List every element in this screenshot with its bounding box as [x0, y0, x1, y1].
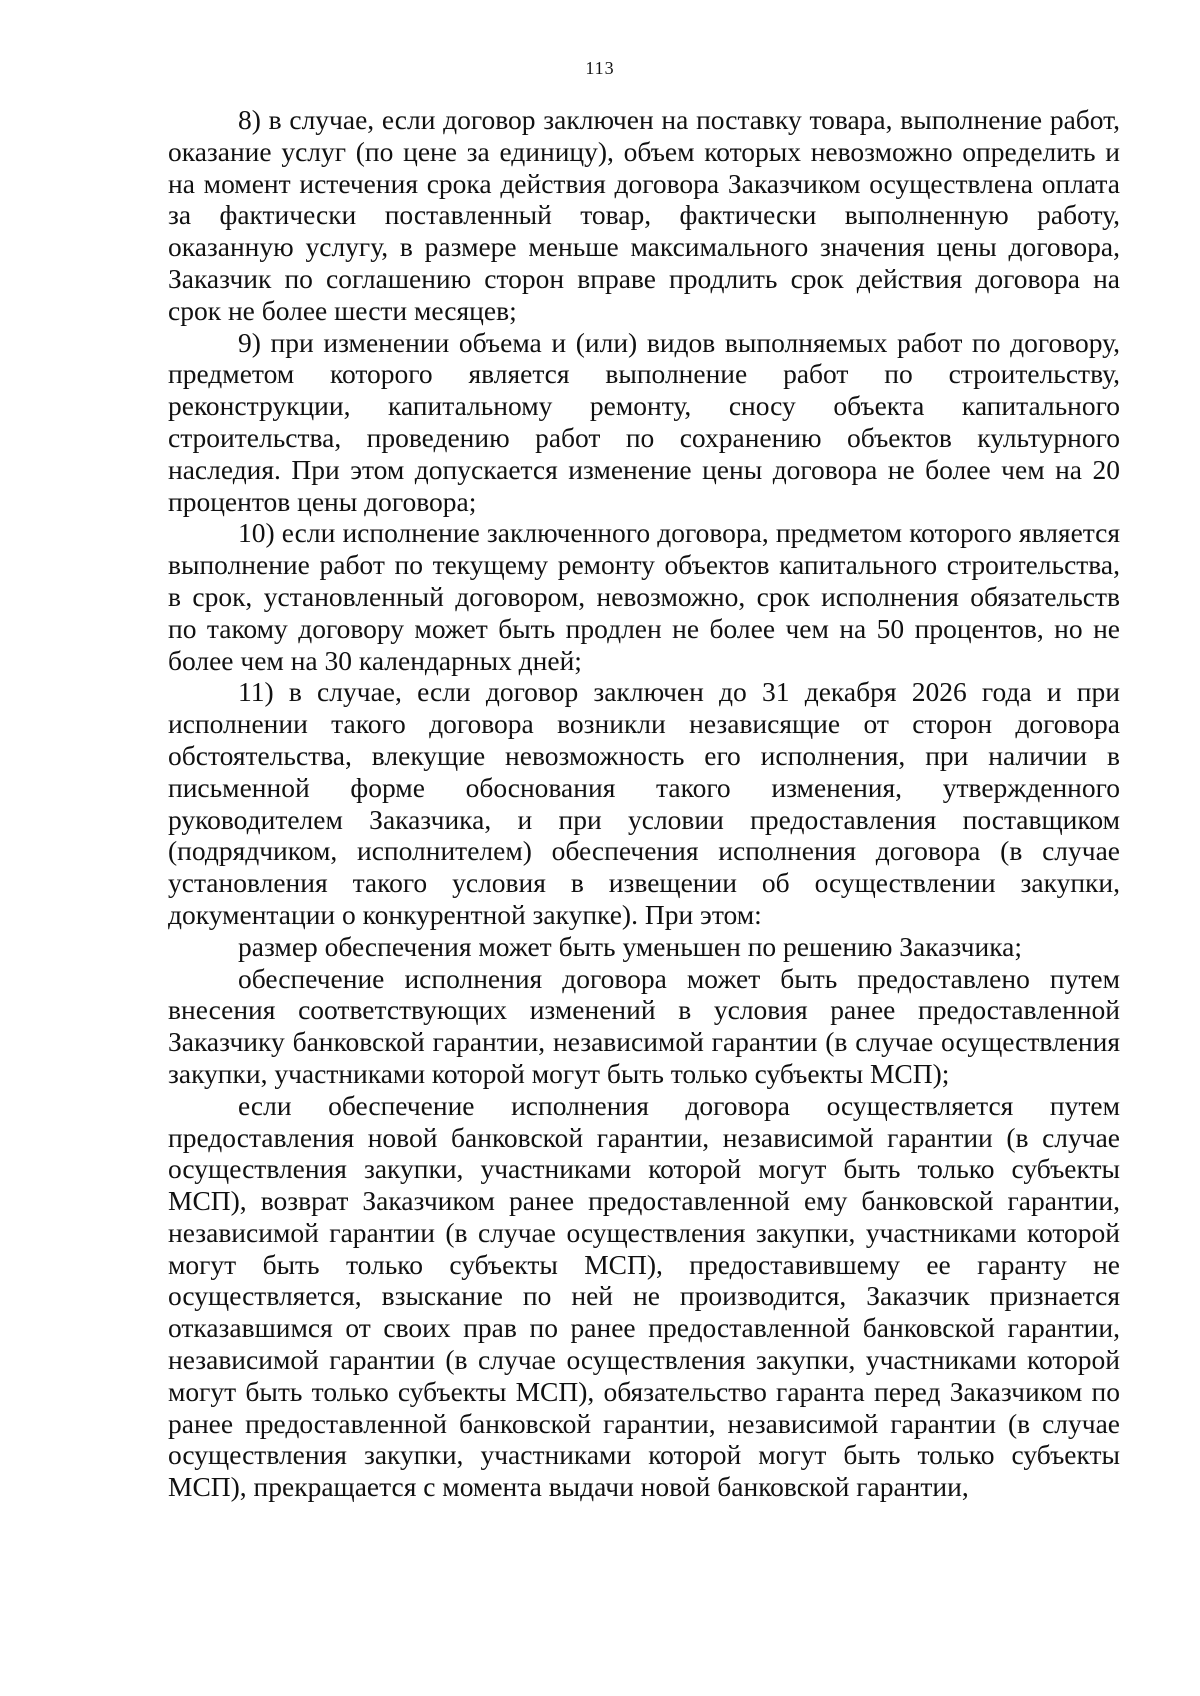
- paragraph-new-guarantee: если обеспечение исполнения договора осуществляется путем предоставления новой банковской гарантии, независимой гарантии (в случае осуществления закупки, участниками которой могут быть только субъекты МСП), возврат Заказчиком ранее предоставленной ему банковской гарантии, независимой гарантии (в случае осуществления закупки, участниками которой могут быть только субъекты МСП), предоставившему ее гаранту не осуществляется, взыскание по ней не производится, Заказчик признается отказавшимся от своих прав по ранее предоставленной банковской гарантии, независимой гарантии (в случае осуществления закупки, участниками которой могут быть только субъекты МСП), обязательство гаранта перед Заказчиком по ранее предоставленной банковской гарантии, независимой гарантии (в случае осуществления закупки, участниками которой могут быть только субъекты МСП), прекращается с момента выдачи новой банковской гарантии,: [168, 1089, 1120, 1503]
- paragraph-item-9: 9) при изменении объема и (или) видов выполняемых работ по договору, предметом которого является выполнение работ по строительству, реконструкции, капитальному ремонту, сносу объекта капитального строительства, проведению работ по сохранению объектов культурного наследия. При этом допускается изменение цены договора не более чем на 20 процентов цены договора;: [168, 326, 1120, 517]
- document-body: [168, 104, 1120, 1503]
- paragraph-security-amendment: обеспечение исполнения договора может быть предоставлено путем внесения соответствующих изменений в условия ранее предоставленной Заказчику банковской гарантии, независимой гарантии (в случае осуществления закупки, участниками которой могут быть только субъекты МСП);: [168, 962, 1120, 1089]
- page-number: 113: [585, 58, 615, 78]
- paragraph-item-8: 8) в случае, если договор заключен на поставку товара, выполнение работ, оказание услуг (по цене за единицу), объем которых невозможно определить и на момент истечения срока действия договора Заказчиком осуществлена оплата за фактически поставленный товар, фактически выполненную работу, оказанную услугу, в размере меньше максимального значения цены договора, Заказчик по соглашению сторон вправе продлить срок действия договора на срок не более шести месяцев;: [168, 104, 1120, 326]
- paragraph-item-10: 10) если исполнение заключенного договора, предметом которого является выполнение работ по текущему ремонту объектов капитального строительства, в срок, установленный договором, невозможно, срок исполнения обязательств по такому договору может быть продлен не более чем на 50 процентов, но не более чем на 30 календарных дней;: [168, 517, 1120, 676]
- paragraph-item-11: 11) в случае, если договор заключен до 31 декабря 2026 года и при исполнении такого договора возникли независящие от сторон договора обстоятельства, влекущие невозможность его исполнения, при наличии в письменной форме обоснования такого изменения, утвержденного руководителем Заказчика, и при условии предоставления поставщиком (подрядчиком, исполнителем) обеспечения исполнения договора (в случае установления такого условия в извещении об осуществлении закупки, документации о конкурентной закупке). При этом:: [168, 676, 1120, 930]
- paragraph-security-reduction: размер обеспечения может быть уменьшен по решению Заказчика;: [238, 930, 1023, 962]
